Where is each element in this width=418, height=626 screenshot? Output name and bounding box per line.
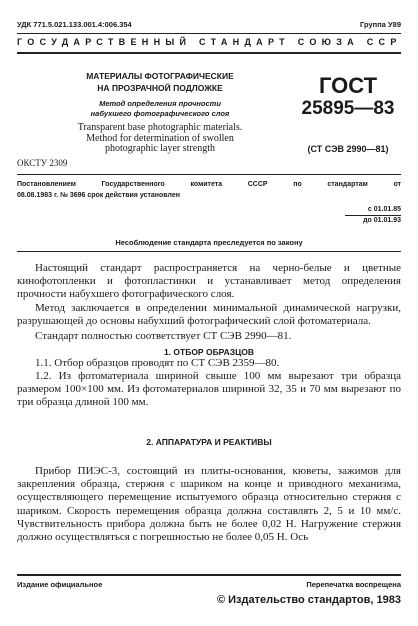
copyright-line: © Издательство стандартов, 1983 [216, 594, 401, 606]
udc-code: УДК 771.5.021.133.001.4:006.354 [17, 20, 132, 29]
intro-paragraph-3: Стандарт полностью соответствует СТ СЭВ 2990—81. [35, 330, 292, 342]
okstu-code: ОКСТУ 2309 [17, 158, 68, 168]
valid-to: до 01.01.93 [363, 217, 401, 224]
header-rule-top [17, 33, 401, 34]
intro-paragraph-1: Настоящий стандарт распространяется на черно-белые и цветные кинофотопленки и фотопластинки и устанавливает метод определения прочности набухшего фотографического слоя. [17, 262, 401, 301]
title-english [70, 123, 250, 155]
group-code: Группа У89 [360, 20, 401, 29]
reprint-notice: Перепечатка воспрещена [306, 580, 401, 589]
gost-number: 25895—83 [301, 98, 395, 119]
edition-note: Издание официальное [17, 580, 103, 589]
validity-period [345, 205, 401, 226]
english-title-line-3: photographic layer strength [105, 143, 215, 154]
cmea-reference: (СТ СЭВ 2990—81) [307, 144, 389, 154]
title-russian-subtitle [70, 99, 250, 119]
section-1-heading: 1. ОТБОР ОБРАЗЦОВ [163, 347, 255, 357]
legal-notice: Несоблюдение стандарта преследуется по закону [115, 238, 303, 247]
english-title-line-1: Transparent base photographic materials. [77, 122, 243, 133]
decree-text [17, 179, 401, 201]
ru-subtitle-line-2: набухшего фотографического слоя [90, 109, 230, 118]
rule-above-decree [17, 174, 401, 175]
section-1-paragraph-2: 1.2. Из фотоматериала шириной свыше 100 мм вырезают три образца размером 100×100 мм. Из фотоматериалов шириной 32, 35 и 70 мм вырезают по три образца длиной 100 мм. [17, 370, 401, 409]
ru-subtitle-line-1: Метод определения прочности [99, 99, 221, 108]
footer-rule [17, 574, 401, 576]
english-title-line-2: Method for determination of swollen [86, 132, 234, 144]
section-2-heading: 2. АППАРАТУРА И РЕАКТИВЫ [146, 437, 272, 447]
title-line-2: НА ПРОЗРАЧНОЙ ПОДЛОЖКЕ [97, 83, 223, 93]
title-line-1: МАТЕРИАЛЫ ФОТОГРАФИЧЕСКИЕ [86, 71, 234, 81]
header-rule-bottom [17, 52, 401, 54]
section-1-paragraph-1: 1.1. Отбор образцов проводят по СТ СЭВ 2359—80. [35, 357, 280, 369]
standard-banner: ГОСУДАРСТВЕННЫЙ СТАНДАРТ СОЮЗА ССР [17, 37, 402, 47]
decree-line-1: Постановлением Государственного комитета СССР по стандартам от [17, 181, 401, 188]
document-title [70, 70, 250, 94]
intro-paragraph-2: Метод заключается в определении минимальной динамической нагрузки, разрушающей до основы набухший фотографический слой фотоматериала. [17, 302, 401, 328]
decree-line-2: 08.08.1983 г. № 3696 срок действия установлен [17, 192, 180, 199]
section-2-paragraph-1: Прибор ПИЭС-3, состоящий из плиты-основания, кюветы, зажимов для закрепления образца, стержня с шариком на конце и приводного механизма, осуществляющего перемещение испытуемого образца относительно стержня с шариком. Скорость перемещения образца должна составлять 2, 5 и 10 мм/с. Чувствительность прибора должна быть не более 0,02 Н. Нагружение стержня должно осуществляться с погрешностью не более 0,05 Н. Ось [17, 465, 401, 544]
valid-from: с 01.01.85 [345, 205, 401, 216]
gost-label: ГОСТ [318, 73, 378, 98]
rule-below-notice [17, 251, 401, 252]
